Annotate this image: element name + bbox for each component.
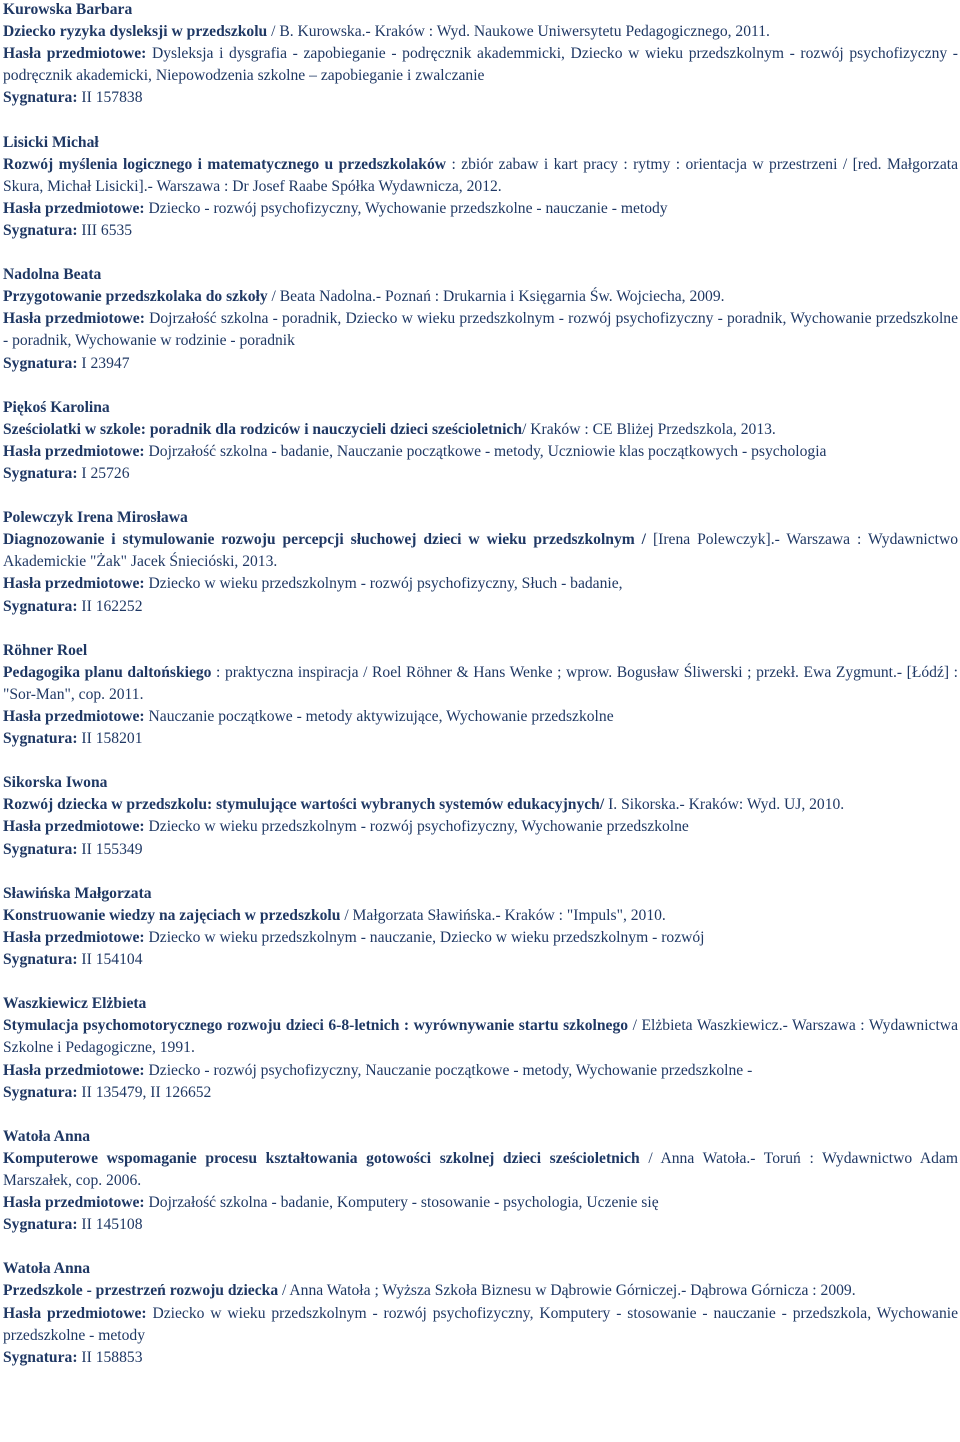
- entry-publication: : zbiór zabaw i kart pracy : rytmy : orientacja w przestrzeni / [red. Małgorzata Skura, Michał Lisicki].- Warszawa : Dr Josef Raabe Spółka Wydawnicza, 2012.: [3, 155, 958, 195]
- entry-description: [3, 154, 958, 198]
- signature-label: Sygnatura:: [3, 221, 78, 239]
- entry-author: Kurowska Barbara: [3, 1, 133, 18]
- bibliography-entry: [3, 1126, 958, 1236]
- entry-publication: / Kraków : CE Bliżej Przedszkola, 2013.: [522, 420, 776, 438]
- entry-title: Przygotowanie przedszkolaka do szkoły: [3, 288, 268, 306]
- entry-description: [3, 529, 958, 573]
- subjects-label: Hasła przedmiotowe:: [3, 1194, 145, 1212]
- subjects-label: Hasła przedmiotowe:: [3, 310, 145, 328]
- entry-publication: / B. Kurowska.- Kraków : Wyd. Naukowe Uniwersytetu Pedagogicznego, 2011.: [267, 23, 770, 41]
- entry-title: Diagnozowanie i stymulowanie rozwoju percepcji słuchowej dzieci w wieku przedszkolnym /: [3, 531, 647, 549]
- signature-label: Sygnatura:: [3, 951, 78, 969]
- subjects-value: Dojrzałość szkolna - poradnik, Dziecko w wieku przedszkolnym - rozwój psychofizyczny - poradnik, Wychowanie przedszkolne - poradnik, Wychowanie w rodzinie - poradnik: [3, 310, 958, 350]
- entry-publication: / Anna Watoła.- Toruń : Wydawnictwo Adam Marszałek, cop. 2006.: [3, 1149, 959, 1189]
- entry-subjects: [3, 816, 958, 838]
- signature-label: Sygnatura:: [3, 1083, 78, 1101]
- entry-description: [3, 419, 958, 441]
- entry-publication: / Elżbieta Waszkiewicz.- Warszawa : Wydawnictwa Szkolne i Pedagogiczne, 1991.: [3, 1017, 958, 1057]
- entry-publication: / Anna Watoła ; Wyższa Szkoła Biznesu w Dąbrowie Górniczej.- Dąbrowa Górnicza : 2009.: [278, 1282, 856, 1300]
- entry-author: Nadolna Beata: [3, 266, 102, 284]
- entry-description: [3, 286, 958, 308]
- entry-author: Waszkiewicz Elżbieta: [3, 995, 147, 1013]
- subjects-label: Hasła przedmiotowe:: [3, 1304, 147, 1322]
- entry-subjects: [3, 1303, 958, 1347]
- entry-publication: [Irena Polewczyk].- Warszawa : Wydawnictwo Akademickie "Żak" Jacek Śniecióski, 2013.: [3, 531, 959, 571]
- subjects-value: Dziecko w wieku przedszkolnym - rozwój psychofizyczny, Słuch - badanie,: [148, 575, 623, 593]
- entry-title: Pedagogika planu daltońskiego: [3, 663, 212, 681]
- entry-author: Watoła Anna: [3, 1260, 91, 1278]
- entry-description: [3, 662, 958, 706]
- entry-title: Dziecko ryzyka dysleksji w przedszkolu: [3, 23, 268, 41]
- signature-value: II 154104: [81, 951, 143, 969]
- bibliography-entry: [3, 772, 958, 860]
- subjects-label: Hasła przedmiotowe:: [3, 199, 145, 217]
- entry-description: [3, 21, 958, 43]
- signature-label: Sygnatura:: [3, 730, 78, 748]
- subjects-value: Dziecko - rozwój psychofizyczny, Wychowanie przedszkolne - nauczanie - metody: [148, 199, 668, 217]
- signature-value: I 25726: [81, 464, 130, 482]
- subjects-value: Nauczanie początkowe - metody aktywizujące, Wychowanie przedszkolne: [148, 708, 614, 725]
- bibliography-entry: [3, 883, 958, 971]
- bibliography-entry: [3, 507, 958, 617]
- entry-author: Röhner Roel: [3, 641, 88, 659]
- entry-subjects: [3, 1060, 958, 1082]
- entry-signature: [3, 1347, 958, 1369]
- entry-subjects: [3, 573, 958, 595]
- bibliography-entry: [3, 1258, 958, 1368]
- signature-value: II 162252: [81, 597, 143, 615]
- entry-signature: [3, 220, 958, 242]
- signature-value: I 23947: [81, 354, 130, 372]
- entry-author: Polewczyk Irena Mirosława: [3, 509, 188, 527]
- subjects-label: Hasła przedmiotowe:: [3, 708, 145, 725]
- bibliography-entry: [3, 132, 958, 242]
- entry-title: Konstruowanie wiedzy na zajęciach w przedszkolu: [3, 906, 341, 924]
- entry-publication: I. Sikorska.- Kraków: Wyd. UJ, 2010.: [604, 796, 845, 814]
- entry-subjects: [3, 927, 958, 949]
- entry-title: Rozwój myślenia logicznego i matematycznego u przedszkolaków: [3, 155, 447, 173]
- entry-description: [3, 1015, 958, 1059]
- signature-label: Sygnatura:: [3, 1216, 78, 1234]
- subjects-label: Hasła przedmiotowe:: [3, 928, 145, 946]
- signature-label: Sygnatura:: [3, 464, 78, 482]
- subjects-label: Hasła przedmiotowe:: [3, 575, 145, 593]
- entry-signature: [3, 949, 958, 971]
- subjects-value: Dziecko w wieku przedszkolnym - rozwój psychofizyczny, Wychowanie przedszkolne: [148, 818, 689, 836]
- entry-publication: : praktyczna inspiracja / Roel Röhner & Hans Wenke ; wprow. Bogusław Śliwerski ; przekł. Ewa Zygmunt.- [Łódź] : "Sor-Man", cop. 2011.: [3, 663, 958, 703]
- entry-title: Sześciolatki w szkole: poradnik dla rodziców i nauczycieli dzieci sześcioletnich: [3, 420, 523, 438]
- entry-author: Sławińska Małgorzata: [3, 884, 152, 902]
- signature-value: III 6535: [81, 221, 133, 239]
- entry-description: [3, 905, 958, 927]
- subjects-value: Dziecko - rozwój psychofizyczny, Nauczanie początkowe - metody, Wychowanie przedszkolne -: [148, 1061, 753, 1079]
- entry-author: Lisicki Michał: [3, 133, 99, 151]
- entry-subjects: [3, 441, 958, 463]
- entry-signature: [3, 353, 958, 375]
- entry-description: [3, 1280, 958, 1302]
- signature-value: II 158853: [81, 1348, 143, 1366]
- signature-label: Sygnatura:: [3, 597, 78, 615]
- entry-subjects: [3, 43, 958, 87]
- signature-value: II 145108: [81, 1216, 143, 1234]
- entry-signature: [3, 839, 958, 861]
- entry-signature: [3, 463, 958, 485]
- entry-subjects: [3, 1192, 958, 1214]
- entry-signature: [3, 728, 958, 750]
- bibliography-entry: [3, 640, 958, 750]
- subjects-value: Dojrzałość szkolna - badanie, Komputery - stosowanie - psychologia, Uczenie się: [148, 1194, 659, 1212]
- signature-label: Sygnatura:: [3, 89, 78, 107]
- bibliography-entry: [3, 993, 958, 1103]
- entry-publication: / Beata Nadolna.- Poznań : Drukarnia i Księgarnia Św. Wojciecha, 2009.: [267, 288, 725, 306]
- signature-value: II 157838: [81, 89, 143, 107]
- entry-signature: [3, 1082, 958, 1104]
- bibliography-entry: [3, 397, 958, 485]
- signature-value: II 158201: [81, 730, 143, 748]
- entry-author: Piękoś Karolina: [3, 398, 110, 416]
- subjects-label: Hasła przedmiotowe:: [3, 1061, 145, 1079]
- entry-title: Rozwój dziecka w przedszkolu: stymulujące wartości wybranych systemów edukacyjnych/: [3, 796, 605, 814]
- entry-signature: [3, 596, 958, 618]
- entry-title: Stymulacja psychomotorycznego rozwoju dzieci 6-8-letnich : wyrównywanie startu szkolnego: [3, 1017, 629, 1035]
- entry-description: [3, 1148, 958, 1192]
- entry-title: Przedszkole - przestrzeń rozwoju dziecka: [3, 1282, 279, 1300]
- subjects-label: Hasła przedmiotowe:: [3, 45, 147, 63]
- bibliography-entry: [3, 0, 958, 109]
- subjects-label: Hasła przedmiotowe:: [3, 442, 145, 460]
- subjects-value: Dziecko w wieku przedszkolnym - rozwój psychofizyczny, Komputery - stosowanie - nauczanie - przedszkola, Wychowanie przedszkolne - metody: [3, 1304, 959, 1344]
- bibliography-entry: [3, 264, 958, 374]
- entry-title: Komputerowe wspomaganie procesu kształtowania gotowości szkolnej dzieci sześcioletnich: [3, 1149, 640, 1167]
- signature-value: II 155349: [81, 840, 143, 858]
- entry-description: [3, 794, 958, 816]
- signature-value: II 135479, II 126652: [81, 1083, 212, 1101]
- entry-subjects: [3, 308, 958, 352]
- entry-subjects: [3, 706, 958, 728]
- entry-subjects: [3, 198, 958, 220]
- signature-label: Sygnatura:: [3, 840, 78, 858]
- subjects-label: Hasła przedmiotowe:: [3, 818, 145, 836]
- entry-signature: [3, 1214, 958, 1236]
- signature-label: Sygnatura:: [3, 1348, 78, 1366]
- signature-label: Sygnatura:: [3, 354, 78, 372]
- entry-publication: / Małgorzata Sławińska.- Kraków : "Impuls", 2010.: [340, 906, 666, 924]
- subjects-value: Dziecko w wieku przedszkolnym - nauczanie, Dziecko w wieku przedszkolnym - rozwój: [148, 928, 705, 946]
- entry-author: Sikorska Iwona: [3, 774, 108, 792]
- entry-author: Watoła Anna: [3, 1127, 91, 1145]
- entry-signature: [3, 87, 958, 109]
- subjects-value: Dysleksja i dysgrafia - zapobieganie - podręcznik akademmicki, Dziecko w wieku przedszkolnym - rozwój psychofizyczny - podręcznik akademicki, Niepowodzenia szkolne – zapobieganie i zwalczanie: [3, 45, 958, 85]
- subjects-value: Dojrzałość szkolna - badanie, Nauczanie początkowe - metody, Uczniowie klas początkowych - psychologia: [148, 442, 827, 460]
